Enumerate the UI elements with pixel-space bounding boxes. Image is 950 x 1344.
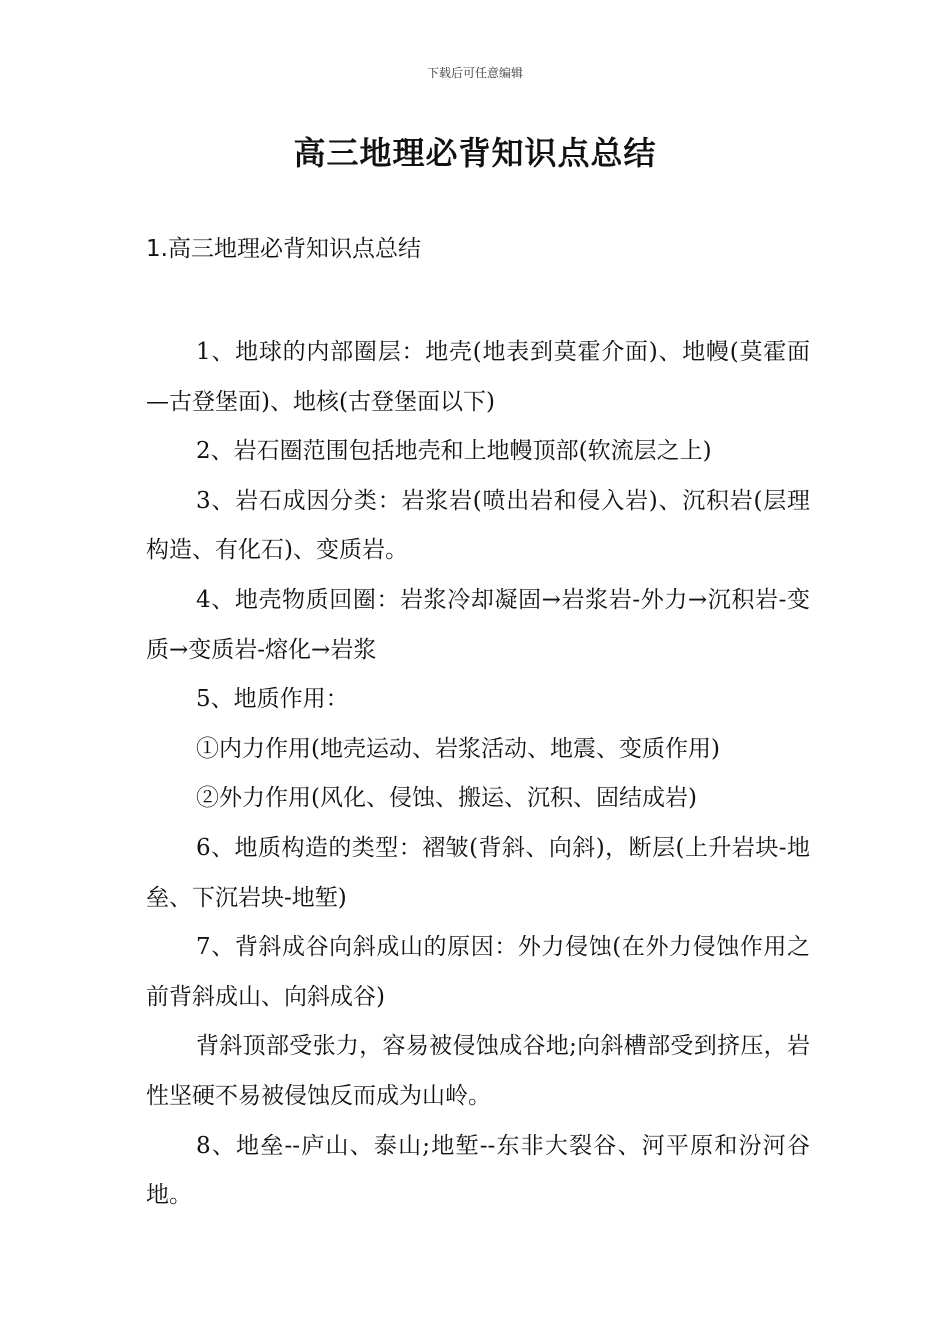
header-note: 下载后可任意编辑 [426,66,523,80]
paragraph-6: ①内力作用(地壳运动、岩浆活动、地震、变质作用) [196,735,720,762]
document-body [146,328,810,1221]
paragraph-4: 4、地壳物质回圈：岩浆冷却凝固→岩浆岩-外力→沉积岩-变质→变质岩-熔化→岩浆 [146,586,810,663]
document-title: 高三地理必背知识点总结 [293,134,657,172]
paragraph-2: 2、岩石圈范围包括地壳和上地幔顶部(软流层之上) [196,438,712,465]
paragraph-9: 7、背斜成谷向斜成山的原因：外力侵蚀(在外力侵蚀作用之前背斜成山、向斜成谷) [146,934,810,1010]
paragraph-8: 6、地质构造的类型：褶皱(背斜、向斜)，断层(上升岩块-地垒、下沉岩块-地堑) [146,834,810,911]
paragraph-7: ②外力作用(风化、侵蚀、搬运、沉积、固结成岩) [196,785,697,812]
paragraph-5: 5、地质作用： [196,686,349,713]
paragraph-11: 8、地垒--庐山、泰山;地堑--东非大裂谷、河平原和汾河谷地。 [146,1132,810,1209]
paragraph-10: 背斜顶部受张力，容易被侵蚀成谷地;向斜槽部受到挤压，岩性坚硬不易被侵蚀反而成为山岭。 [146,1033,810,1109]
paragraph-3: 3、岩石成因分类：岩浆岩(喷出岩和侵入岩)、沉积岩(层理构造、有化石)、变质岩。 [146,487,810,564]
section-heading: 1.高三地理必背知识点总结 [146,236,421,262]
paragraph-1: 1、地球的内部圈层：地壳(地表到莫霍介面)、地幔(莫霍面—古登堡面)、地核(古登堡面以下) [146,339,810,415]
